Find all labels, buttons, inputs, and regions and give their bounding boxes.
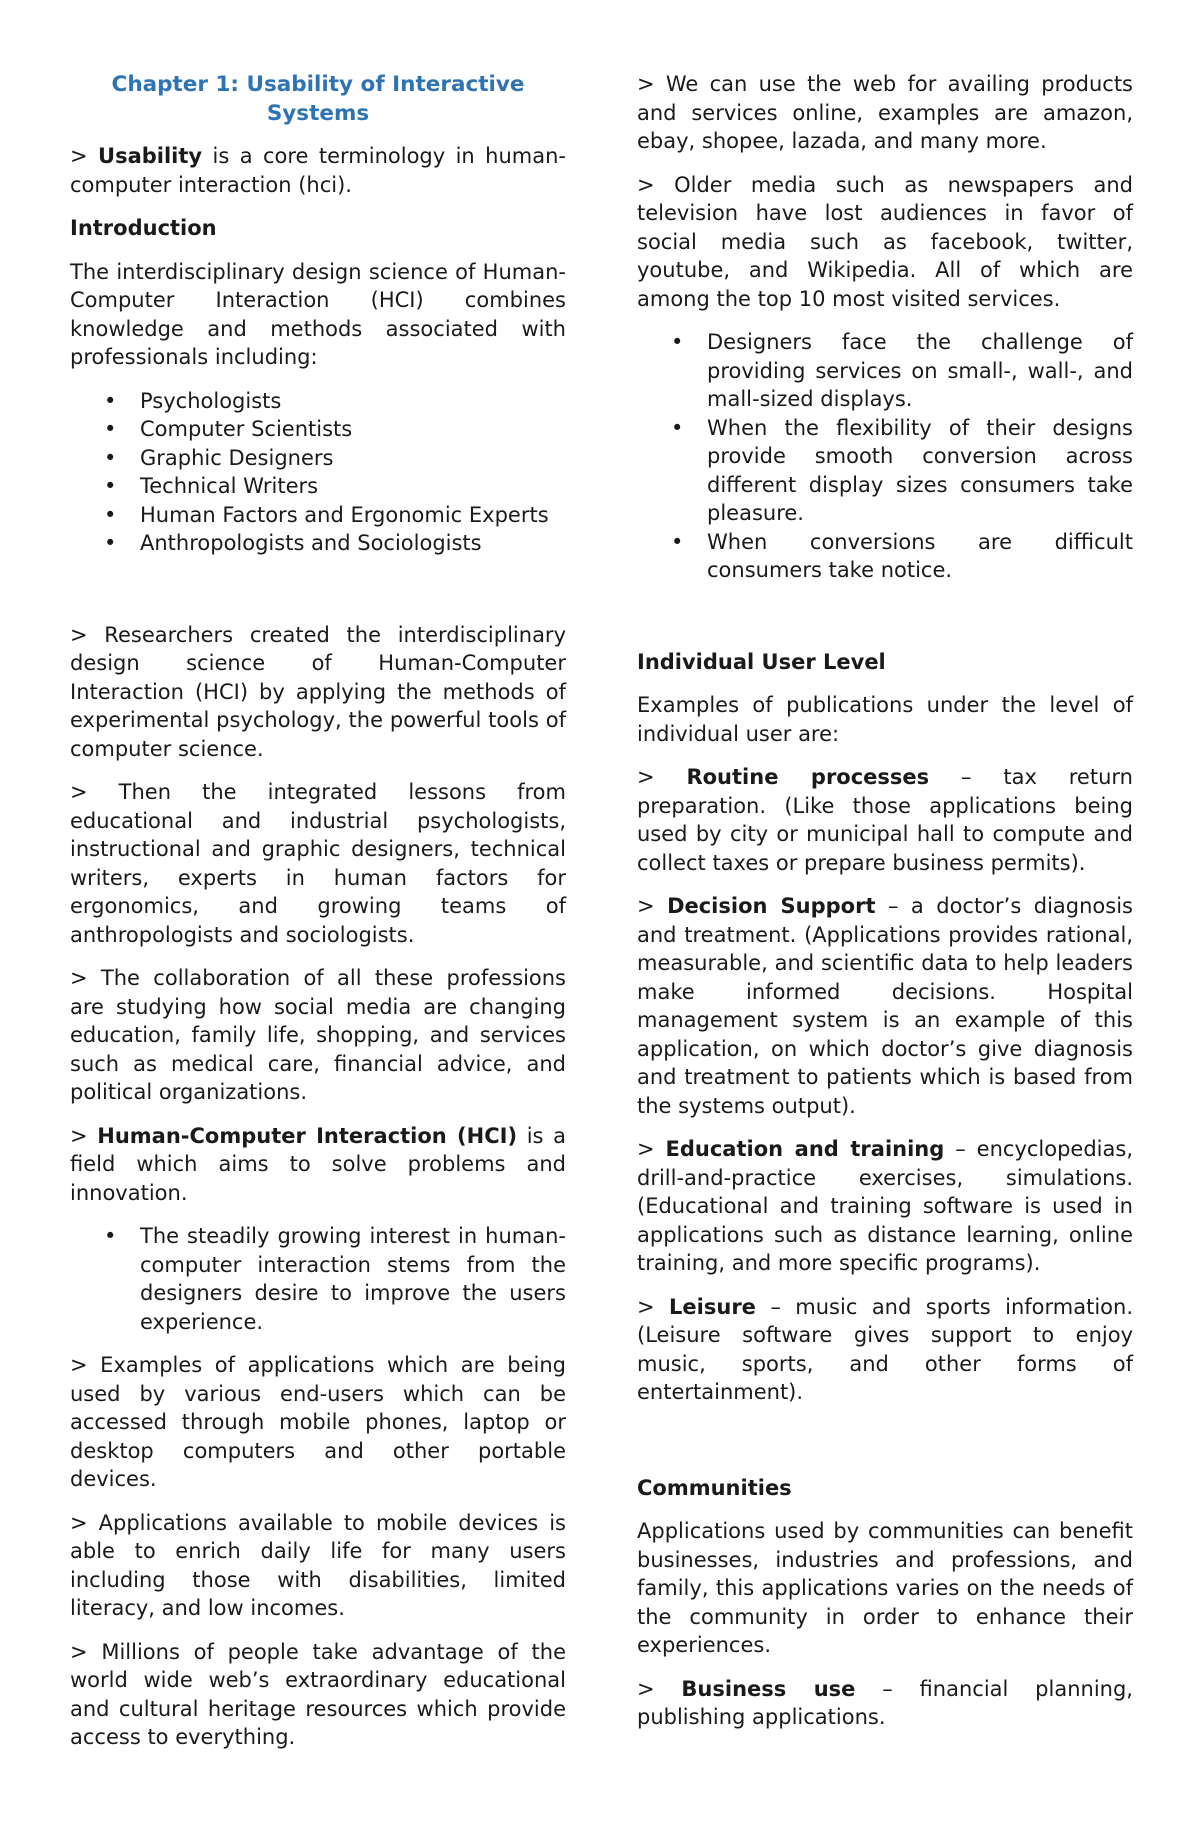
communities-heading: Communities bbox=[637, 1475, 792, 1500]
list-item: • Graphic Designers bbox=[140, 444, 566, 473]
hci-term: Human-Computer Interaction (HCI) bbox=[97, 1123, 518, 1148]
leisure-paragraph: > Leisure – music and sports information. (Leisure software gives support to enjoy music, sports, and other forms of entertainment). bbox=[637, 1294, 1134, 1404]
business-paragraph: > Business use – financial planning, publishing applications. bbox=[637, 1676, 1133, 1729]
older-media-paragraph: > Older media such as newspapers and television have lost audiences in favor of social media such as facebook, twitter, youtube, and Wikipedia. All of which are among the top 10 most visited services. bbox=[637, 172, 1133, 311]
education-paragraph: > Education and training – encyclopedias, drill-and-practice exercises, simulations. (Educational and training software is used in applications such as distance learning, online training, and more specific programs). bbox=[637, 1137, 1133, 1275]
list-item: • Psychologists bbox=[140, 387, 566, 416]
hci-paragraph: > Human-Computer Interaction (HCI) is a field which aims to solve problems and innovation. bbox=[70, 1123, 566, 1205]
list-item: • The steadily growing interest in human-computer interaction stems from the designers desire to improve the users experience. bbox=[140, 1222, 566, 1336]
list-item: • When conversions are difficult consumers take notice. bbox=[707, 528, 1133, 585]
collaboration-paragraph: > The collaboration of all these professions are studying how social media are changing education, family life, shopping, and services such as medical care, financial advice, and political organizations. bbox=[70, 966, 566, 1104]
mobile-paragraph: > Applications available to mobile devices is able to enrich daily life for many users including those with disabilities, limited literacy, and low incomes. bbox=[70, 1510, 566, 1620]
researchers-paragraph: > Researchers created the interdisciplinary design science of Human-Computer Interaction (HCI) by applying the methods of experimental psychology, the powerful tools of computer science. bbox=[70, 622, 566, 761]
millions-paragraph: > Millions of people take advantage of the world wide web’s extraordinary educational and cultural heritage resources which provide access to everything. bbox=[70, 1639, 566, 1749]
web-paragraph: > We can use the web for availing products and services online, examples are amazon, ebay, shopee, lazada, and many more. bbox=[637, 72, 1133, 153]
chapter-title: Chapter 1: Usability of Interactive Systems bbox=[111, 72, 525, 126]
business-term: Business use bbox=[681, 1676, 856, 1701]
routine-paragraph: > Routine processes – tax return preparation. (Like those applications being used by city or municipal hall to compute and collect taxes or prepare business permits). bbox=[637, 765, 1133, 875]
list-item: • Human Factors and Ergonomic Experts bbox=[140, 501, 566, 530]
list-item: • Designers face the challenge of providing services on small-, wall-, and mall-sized displays. bbox=[707, 328, 1133, 414]
hci-bullet-list bbox=[70, 1222, 566, 1336]
list-item: • When the flexibility of their designs provide smooth conversion across different display sizes consumers take pleasure. bbox=[707, 414, 1133, 528]
professionals-list bbox=[70, 387, 566, 558]
display-bullet-list bbox=[637, 328, 1133, 585]
list-item: • Technical Writers bbox=[140, 472, 566, 501]
examples-paragraph: > Examples of applications which are being used by various end-users which can be accessed through mobile phones, laptop or desktop computers and other portable devices. bbox=[70, 1353, 566, 1491]
leisure-term: Leisure bbox=[669, 1294, 756, 1319]
communities-paragraph: Applications used by communities can benefit businesses, industries and professions, and family, this applications varies on the needs of the community in order to enhance their experiences. bbox=[637, 1519, 1133, 1657]
individual-paragraph: Examples of publications under the level of individual user are: bbox=[637, 693, 1133, 746]
education-term: Education and training bbox=[665, 1137, 945, 1161]
individual-user-heading: Individual User Level bbox=[637, 649, 886, 674]
left-column bbox=[70, 70, 566, 1767]
list-item: • Anthropologists and Sociologists bbox=[140, 529, 566, 558]
then-paragraph: > Then the integrated lessons from educational and industrial psychologists, instructional and graphic designers, technical writers, experts in human factors for ergonomics, and growing teams of anthropologists and sociologists. bbox=[70, 780, 566, 947]
decision-paragraph: > Decision Support – a doctor’s diagnosis and treatment. (Applications provides rational, measurable, and scientific data to help leaders make informed decisions. Hospital management system is an example of this application, on which doctor’s give diagnosis and treatment to patients which is based from the systems output). bbox=[637, 894, 1133, 1118]
intro-paragraph: The interdisciplinary design science of Human-Computer Interaction (HCI) combines knowledge and methods associated with professionals including: bbox=[70, 259, 566, 369]
usability-paragraph: > Usability is a core terminology in human-computer interaction (hci). bbox=[70, 144, 566, 197]
introduction-heading: Introduction bbox=[70, 216, 217, 240]
decision-term: Decision Support bbox=[667, 894, 876, 918]
right-column bbox=[637, 70, 1133, 1747]
list-item: • Computer Scientists bbox=[140, 415, 566, 444]
routine-term: Routine processes bbox=[686, 765, 930, 789]
usability-term: Usability bbox=[98, 144, 203, 168]
